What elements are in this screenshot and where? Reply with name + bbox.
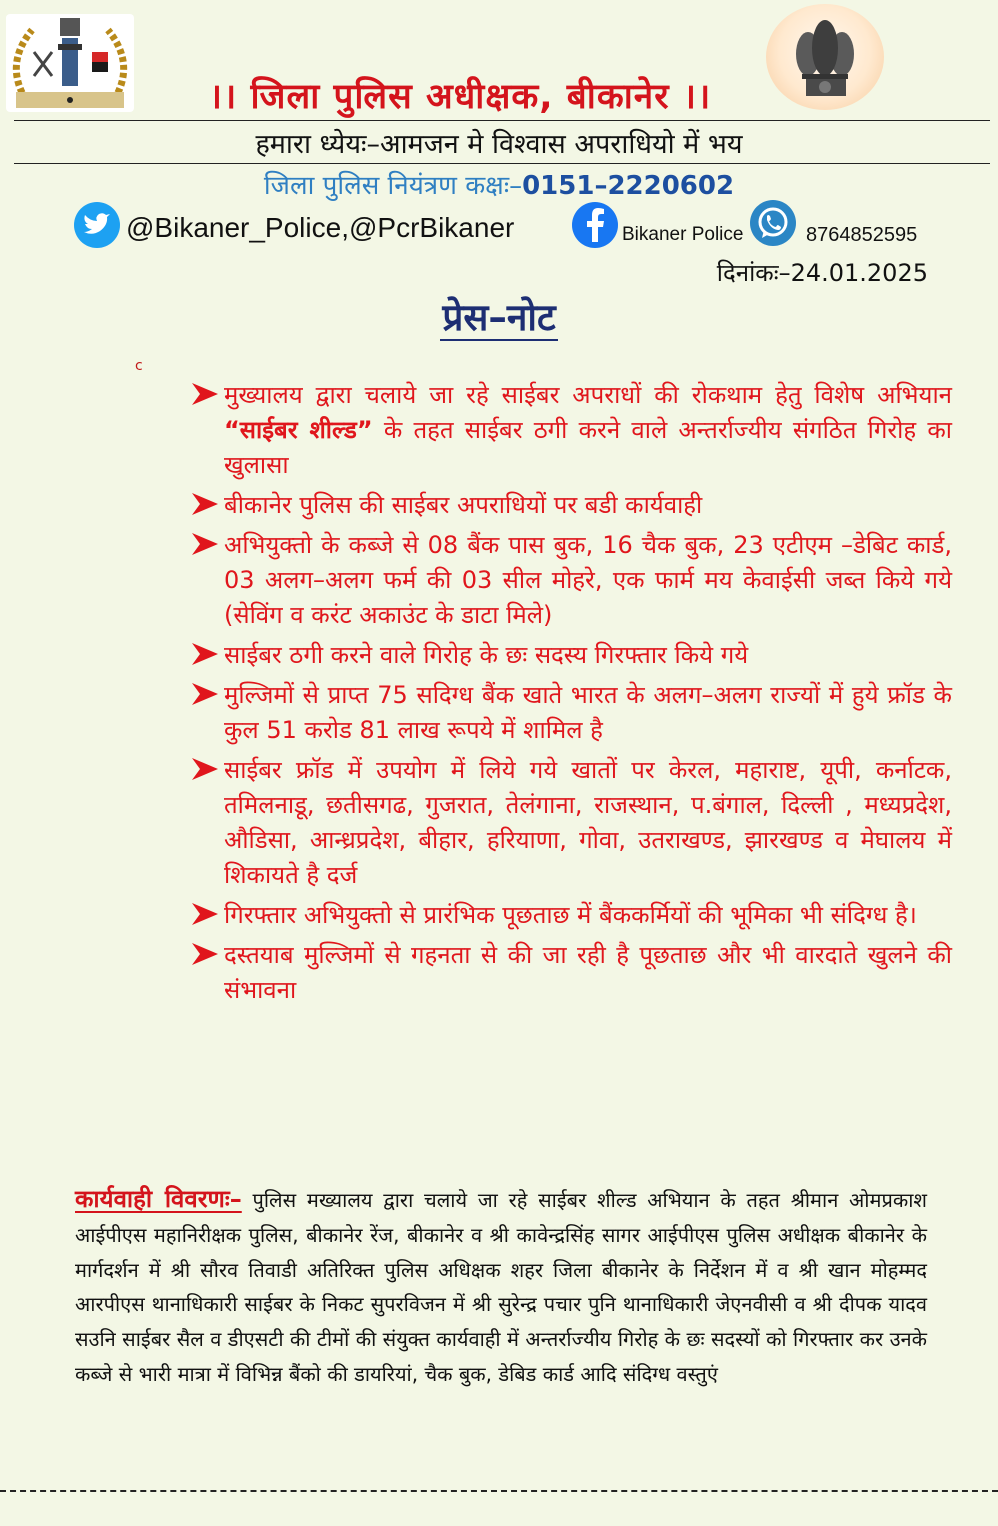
national-emblem-icon [766, 4, 884, 110]
control-room-label: जिला पुलिस नियंत्रण कक्षः– [263, 171, 523, 201]
arrowhead-bullet-icon [190, 941, 220, 967]
list-item-text: अभियुक्तो के कब्जे से 08 बैंक पास बुक, 16 चैक बुक, 23 एटीएम –डेबिट कार्ड, 03 अलग–अलग फर्म की 03 सील मोहरे, एक फार्म मय केवाईसी जब्त किये गये (सेविंग व करंट अकाउंट के डाटा मिले) [224, 531, 952, 629]
rajasthan-police-emblem-icon [6, 14, 134, 112]
list-item [188, 528, 952, 633]
whatsapp-icon[interactable] [750, 200, 796, 246]
action-details-heading: कार्यवाही विवरणः– [75, 1185, 242, 1213]
control-room-number: 0151–2220602 [522, 171, 735, 201]
arrowhead-bullet-icon [190, 641, 220, 667]
highlights-list [188, 378, 952, 1013]
list-item-text: साईबर ठगी करने वाले गिरोह के छः सदस्य गिरफ्तार किये गये [224, 641, 749, 669]
list-item-text: दस्तयाब मुल्जिमों से गहनता से की जा रही है पूछताछ और भी वारदाते खुलने की संभावना [224, 941, 952, 1004]
list-item [188, 753, 952, 893]
list-item-text: गिरफ्तार अभियुक्तो से प्रारंभिक पूछताछ में बैंककर्मियों की भूमिका भी संदिग्ध है। [224, 901, 917, 929]
action-details [75, 1182, 927, 1392]
whatsapp-number[interactable]: 8764852595 [806, 224, 918, 246]
arrowhead-bullet-icon [190, 756, 220, 782]
list-item [188, 638, 952, 673]
press-note-title-text: प्रेस–नोट [442, 296, 556, 339]
page-divider [0, 1490, 998, 1492]
arrowhead-bullet-icon [190, 491, 220, 517]
motto: हमारा ध्येयः–आमजन मे विश्वास अपराधियो में भय [255, 129, 743, 160]
arrowhead-bullet-icon [190, 381, 220, 407]
twitter-handles[interactable]: @Bikaner_Police,@PcrBikaner [126, 212, 515, 243]
list-item [188, 488, 952, 523]
list-item [188, 678, 952, 748]
header-rule-top [14, 120, 990, 121]
arrowhead-bullet-icon [190, 901, 220, 927]
list-item-text: मुल्जिमों से प्राप्त 75 सदिग्ध बैंक खाते भारत के अलग–अलग राज्यों में हुये फ्रॉड के कुल 51 करोड 81 लाख रूपये में शामिल है [224, 681, 952, 744]
arrowhead-bullet-icon [190, 681, 220, 707]
press-note-title [0, 290, 998, 341]
twitter-icon[interactable] [74, 202, 120, 248]
list-item [188, 378, 952, 483]
list-item [188, 898, 952, 933]
header-rule-bottom [14, 163, 990, 164]
list-item-text: बीकानेर पुलिस की साईबर अपराधियों पर बडी कार्यवाही [224, 491, 703, 519]
arrowhead-bullet-icon [190, 531, 220, 557]
action-details-body: पुलिस मख्यालय द्वारा चलाये जा रहे साईबर शील्ड अभियान के तहत श्रीमान ओमप्रकाश आईपीएस महानिरीक्षक पुलिस, बीकानेर रेंज, बीकानेर व श्री कावेन्द्रसिंह सागर आईपीएस पुलिस अधीक्षक बीकानेर के मार्गदर्शन में श्री सौरव तिवाडी अतिरिक्त पुलिस अधिक्षक शहर जिला बीकानेर के निर्देशन में व श्री खान मोहम्मद आरपीएस थानाधिकारी साईबर के निकट सुपरविजन में श्री सुरेन्द्र पचार पुनि थानाधिकारी जेएनवीसी व श्री दीपक यादव सउनि साईबर सैल व डीएसटी की टीमों की संयुक्त कार्यवाही में अन्तर्राज्यीय गिरोह के छः सदस्यों को गिरफ्तार कर उनके कब्जे से भारी मात्रा में विभिन्न बैंको की डायरियां, चैक बुक, डेबिड कार्ड आदि संदिग्ध वस्तुएं [75, 1188, 927, 1386]
date-line: दिनांकः–24.01.2025 [716, 259, 928, 287]
facebook-label[interactable]: Bikaner Police [622, 224, 744, 245]
list-item-text: साईबर फ्रॉड में उपयोग में लिये गये खातों पर केरल, महाराष्ट, यूपी, कर्नाटक, तमिलनाडू, छतीसगढ, गुजरात, तेलंगाना, राजस्थान, प.बंगाल, दिल्ली , मध्यप्रदेश, औडिसा, आन्ध्रप्रदेश, बीहार, हरियाणा, गोवा, उतराखण्ड, झारखण्ड व मेघालय में शिकायते है दर्ज [224, 756, 952, 889]
list-item [188, 938, 952, 1008]
office-title: ।। जिला पुलिस अधीक्षक, बीकानेर ।। [208, 77, 712, 117]
list-item-text: मुख्यालय द्वारा चलाये जा रहे साईबर अपराधों की रोकथाम हेतु विशेष अभियान “साईबर शील्ड” के तहत साईबर ठगी करने वाले अन्तर्राज्यीय संगठित गिरोह का खुलासा [224, 381, 952, 479]
stray-mark: c [135, 358, 143, 374]
facebook-icon[interactable] [572, 202, 618, 248]
control-room-line [0, 166, 998, 202]
